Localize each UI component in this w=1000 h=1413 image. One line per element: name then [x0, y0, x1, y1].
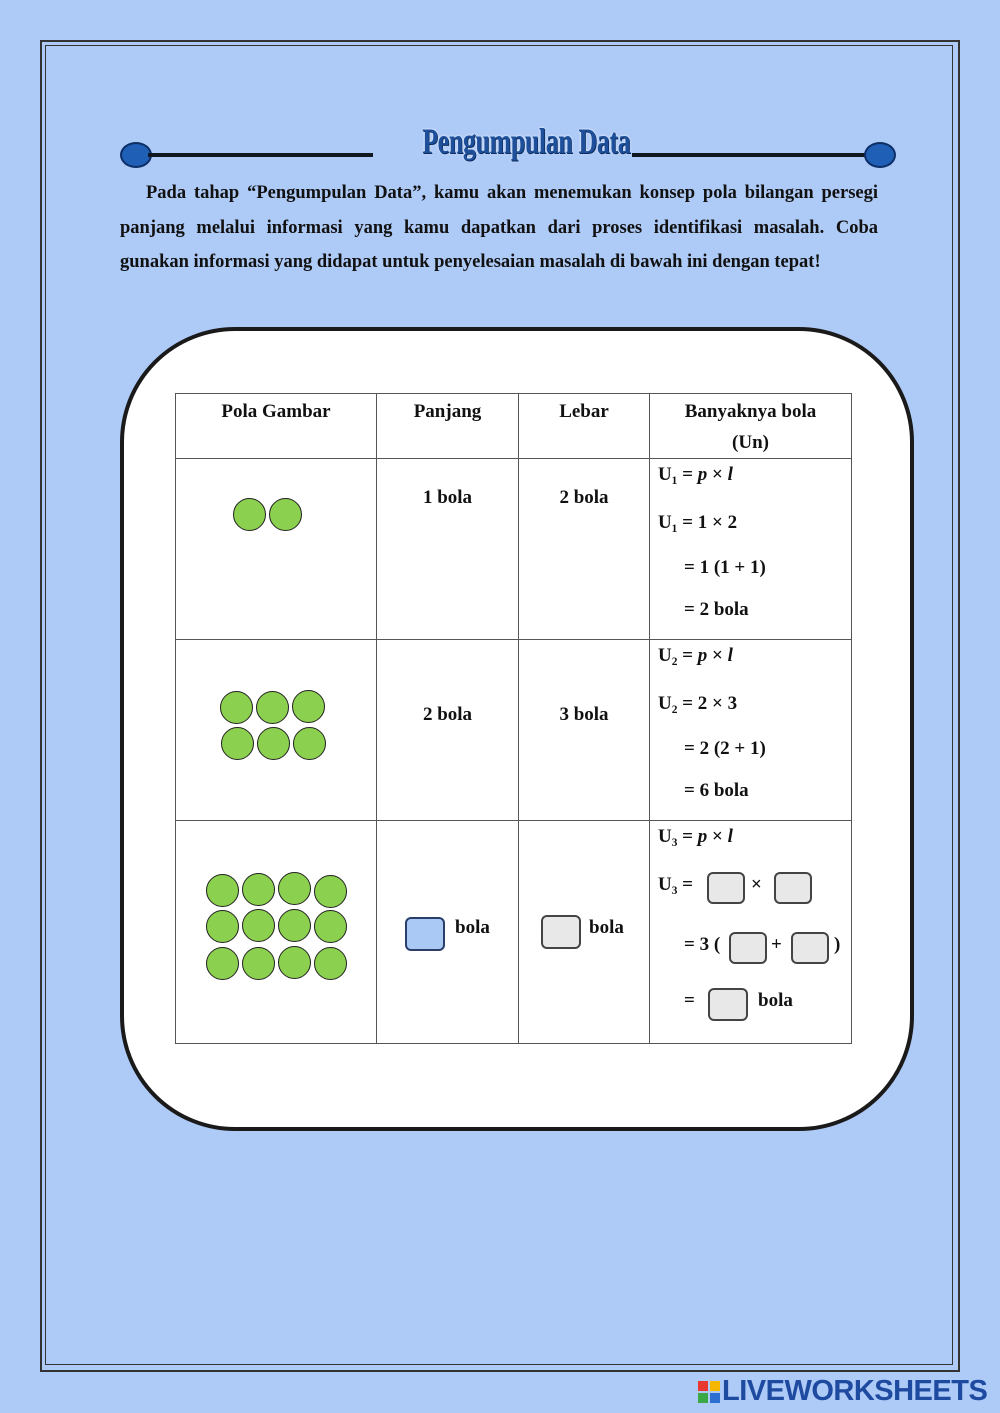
- times-symbol: ×: [751, 874, 762, 895]
- formula-line-2: U₁ = 1 × 2: [658, 512, 738, 533]
- ball-icon: [206, 947, 239, 980]
- header-banyak: [650, 394, 852, 459]
- lebar-unit: bola: [589, 917, 624, 938]
- pattern-cell-2: [176, 640, 377, 821]
- panjang-value: 1 bola: [422, 487, 473, 508]
- lebar-value: 3 bola: [559, 704, 609, 725]
- formula-line-3: = 1 (1 + 1): [684, 557, 766, 578]
- header-row: [176, 394, 852, 459]
- ball-icon: [233, 498, 266, 531]
- panjang-unit: bola: [455, 917, 490, 938]
- ball-icon: [256, 691, 289, 724]
- ball-icon: [278, 872, 311, 905]
- table-row: [176, 821, 852, 1044]
- formula-cell-2: [650, 640, 852, 821]
- addend-answer-input[interactable]: [791, 932, 829, 964]
- panjang-value: 2 bola: [422, 704, 473, 725]
- ball-icon: [206, 910, 239, 943]
- panjang-cell-2: [377, 640, 519, 821]
- panjang-cell-1: [377, 459, 519, 640]
- ball-icon: [292, 690, 325, 723]
- lebar-value: 2 bola: [559, 487, 609, 508]
- ball-icon: [314, 875, 347, 908]
- p-answer-input[interactable]: [707, 872, 745, 904]
- formula-line-4: = 2 bola: [684, 599, 749, 620]
- pattern-cell-1: [176, 459, 377, 640]
- formula-line-4: = 6 bola: [684, 780, 749, 801]
- ball-icon: [242, 873, 275, 906]
- page-title: Pengumpulan Data: [422, 121, 631, 161]
- factor-answer-input[interactable]: [729, 932, 767, 964]
- formula-line-1: U₃ = p × l: [658, 826, 733, 847]
- title-line-right: [632, 153, 868, 157]
- ball-icon: [314, 947, 347, 980]
- formula-cell-1: [650, 459, 852, 640]
- ball-icon: [221, 727, 254, 760]
- plus-symbol: +: [771, 934, 782, 955]
- panjang-answer-input[interactable]: [405, 917, 445, 951]
- header-pola: Pola Gambar: [176, 394, 377, 459]
- pattern-table: [175, 393, 852, 1044]
- lebar-cell-3: [519, 821, 650, 1044]
- pattern-cell-3: [176, 821, 377, 1044]
- formula-line-4-prefix: =: [684, 990, 695, 1011]
- lebar-cell-2: [519, 640, 650, 821]
- panjang-cell-3: [377, 821, 519, 1044]
- table-row: [176, 640, 852, 821]
- intro-paragraph: Pada tahap “Pengumpulan Data”, kamu akan menemukan konsep pola bilangan persegi panjang melalui informasi yang kamu dapatkan dari proses identifikasi masalah. Coba gunakan informasi yang didapat untuk penyelesaian masalah di bawah ini dengan tepat!: [120, 183, 878, 272]
- ball-icon: [242, 947, 275, 980]
- ball-icon: [314, 910, 347, 943]
- formula-line-1: U₂ = p × l: [658, 645, 733, 666]
- formula-line-3-prefix: = 3 (: [684, 934, 721, 955]
- formula-line-2: U₂ = 2 × 3: [658, 693, 738, 714]
- ball-icon: [257, 727, 290, 760]
- ball-icon: [278, 909, 311, 942]
- lebar-answer-input[interactable]: [541, 915, 581, 949]
- ball-icon: [278, 946, 311, 979]
- header-lebar: Lebar: [519, 394, 650, 459]
- title-line-left: [148, 153, 373, 157]
- result-answer-input[interactable]: [708, 988, 748, 1021]
- table-row: [176, 459, 852, 640]
- liveworksheets-logo-icon: [698, 1381, 720, 1403]
- ball-icon: [206, 874, 239, 907]
- lebar-cell-1: [519, 459, 650, 640]
- formula-line-2-prefix: U₃ =: [658, 874, 693, 895]
- result-unit: bola: [758, 990, 793, 1011]
- header-banyak-line1: Banyaknya bola: [684, 401, 817, 422]
- close-paren: ): [834, 934, 841, 955]
- formula-line-1: U₁ = p × l: [658, 464, 733, 485]
- formula-cell-3: [650, 821, 852, 1044]
- ball-icon: [293, 727, 326, 760]
- title-dot-right: [864, 142, 896, 168]
- header-panjang: Panjang: [377, 394, 519, 459]
- ball-icon: [269, 498, 302, 531]
- ball-icon: [242, 909, 275, 942]
- header-banyak-line2: (Un): [732, 432, 769, 453]
- l-answer-input[interactable]: [774, 872, 812, 904]
- liveworksheets-watermark: LIVEWORKSHEETS: [722, 1375, 988, 1407]
- formula-line-3: = 2 (2 + 1): [684, 738, 766, 759]
- ball-icon: [220, 691, 253, 724]
